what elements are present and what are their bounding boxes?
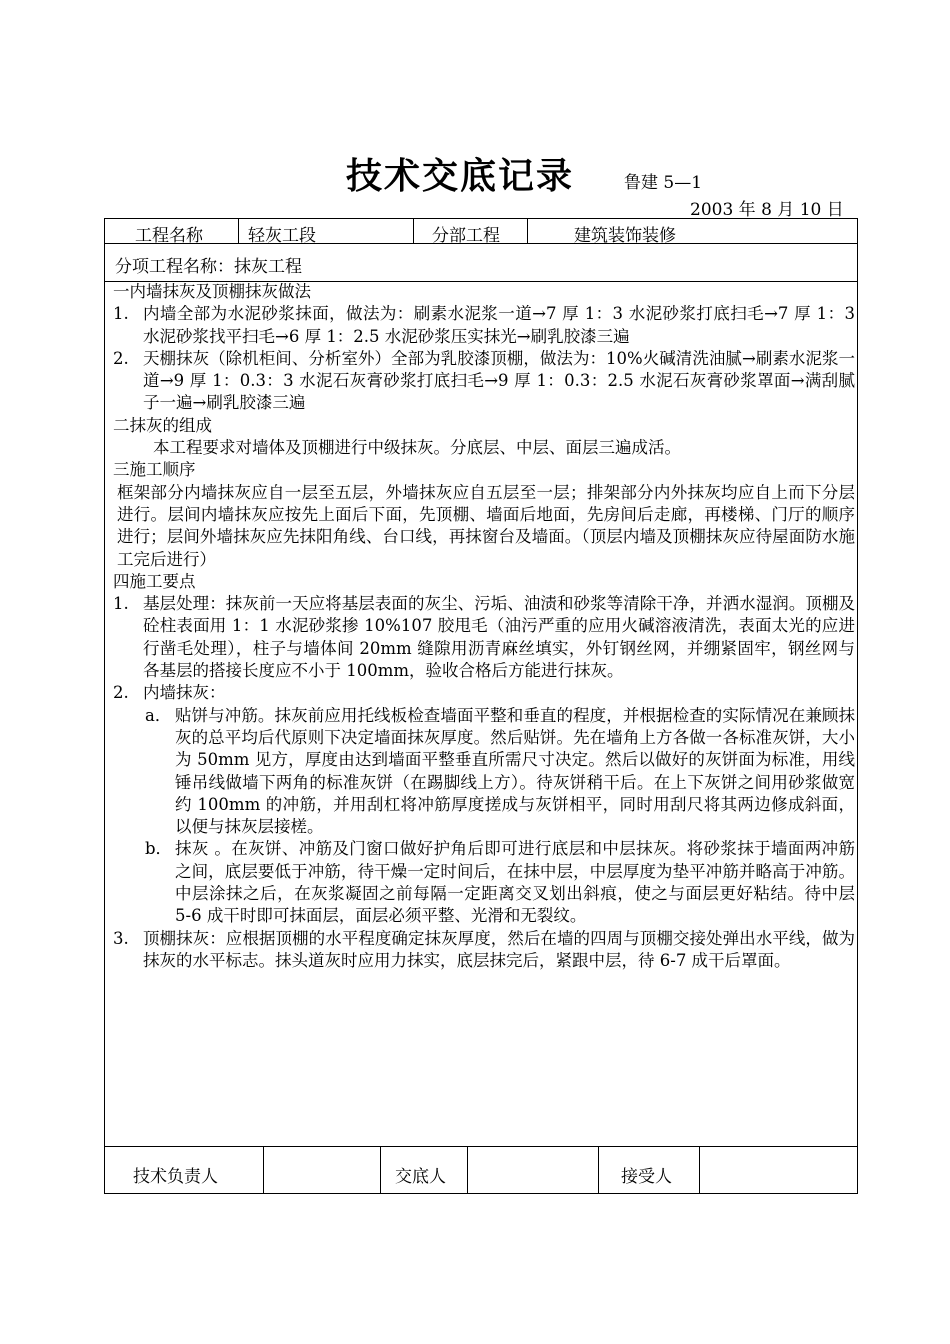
- list-text: 天棚抹灰（除机柜间、分析室外）全部为乳胶漆顶棚，做法为：10%火碱清洗油腻→刷素水泥浆一道→9 厚 1：0.3：3 水泥石灰膏砂浆打底扫毛→9 厚 1：0.3：2.5 水泥石灰膏砂浆罩面→满刮腻子一遍→刷乳胶漆三遍: [143, 348, 855, 413]
- list-text: 内墙抹灰：: [143, 683, 226, 703]
- content-body: [113, 281, 855, 972]
- sub-list-text: 抹灰 。在灰饼、冲筋及门窗口做好护角后即可进行底层和中层抹灰。将砂浆抹于墙面两冲筋之间，底层要低于冲筋，待干燥一定时间后，在抹中层，中层厚度为垫平冲筋并略高于冲筋。中层涂抹之后，在灰浆凝固之前每隔一定距离交叉划出斜痕，使之与面层更好粘结。待中层 5-6 成干时即可抹面层，面层必须平整、光滑和无裂纹。: [175, 839, 855, 926]
- paragraph: 框架部分内墙抹灰应自一层至五层，外墙抹灰应自五层至一层；排架部分内外抹灰均应自上而下分层进行。层间内墙抹灰应按先上面后下面，先顶棚、墙面后地面，先房间后走廊，再楼梯、门厅的顺序进行；层间外墙抹灰应先抹阳角线、台口线，再抹窗台及墙面。（顶层内墙及顶棚抹灰应待屋面防水施工完后进行）: [117, 482, 855, 569]
- project-name-label: 工程名称: [135, 226, 203, 246]
- col-divider: [238, 219, 239, 243]
- section-heading: 四施工要点: [113, 571, 196, 591]
- list-text: 基层处理：抹灰前一天应将基层表面的灰尘、污垢、油渍和砂浆等清除干净，并洒水湿润。顶棚及砼柱表面用 1：1 水泥砂浆掺 10%107 胶甩毛（油污严重的应用火碱溶液清洗，表面太光的应进行凿毛处理），柱子与墙体间 20mm 缝隙用沥青麻丝填实，外钉钢丝网，并绷紧固牢，钢丝网与各基层的搭接长度应不小于 100mm，验收合格后方能进行抹灰。: [143, 594, 855, 681]
- list-number: 2.: [113, 683, 129, 703]
- list-item: [113, 303, 855, 348]
- row-divider: [105, 1146, 857, 1147]
- section-heading: 一内墙抹灰及顶棚抹灰做法: [113, 282, 311, 301]
- list-item: [113, 348, 855, 415]
- paragraph: 本工程要求对墙体及顶棚进行中级抹灰。分底层、中层、面层三遍成活。: [153, 438, 681, 458]
- sub-list-item: [113, 705, 855, 839]
- sub-list-letter: a．: [145, 705, 172, 725]
- division-value: 建筑装饰装修: [574, 226, 676, 246]
- col-divider: [527, 219, 528, 243]
- page-title: 技术交底记录: [346, 156, 575, 197]
- col-divider: [380, 1146, 381, 1194]
- list-number: 1.: [113, 594, 129, 614]
- sub-list-letter: b．: [145, 839, 173, 859]
- project-name-value: 轻灰工段: [248, 226, 316, 246]
- sub-list-text: 贴饼与冲筋。抹灰前应用托线板检查墙面平整和垂直的程度，并根据检查的实际情况在兼顾抹灰的总平均后代原则下决定墙面抹灰厚度。然后贴饼。先在墙角上方各做一各标准灰饼，大小为 50mm 见方，厚度由达到墙面平整垂直所需尺寸决定。然后以做好的灰饼面为标准，用线锤吊线做墙下两角的标准灰饼（在踢脚线上方）。待灰饼稍干后。在上下灰饼之间用砂浆做宽约 100mm 的冲筋，并用刮杠将冲筋厚度搓成与灰饼相平，同时用刮尺将其两边修成斜面，以便与抹灰层接槎。: [175, 705, 855, 837]
- col-divider: [699, 1146, 700, 1194]
- col-divider: [598, 1146, 599, 1194]
- section-heading: 二抹灰的组成: [113, 415, 212, 435]
- record-date: 2003 年 8 月 10 日: [690, 200, 844, 220]
- sub-list-item: [113, 838, 855, 927]
- list-text: 内墙全部为水泥砂浆抹面，做法为：刷素水泥浆一道→7 厚 1：3 水泥砂浆打底扫毛→7 厚 1：3 水泥砂浆找平扫毛→6 厚 1：2.5 水泥砂浆压实抹光→刷乳胶漆三遍: [143, 304, 855, 346]
- list-number: 1.: [113, 304, 129, 324]
- col-divider: [263, 1146, 264, 1194]
- col-divider: [467, 1146, 468, 1194]
- list-number: 2.: [113, 348, 129, 368]
- section-heading: 三施工顺序: [113, 460, 196, 480]
- receiver-label: 接受人: [621, 1167, 672, 1187]
- tech-lead-label: 技术负责人: [133, 1167, 218, 1187]
- discloser-label: 交底人: [395, 1167, 446, 1187]
- list-item: [113, 682, 855, 704]
- sub-project-name: 分项工程名称：抹灰工程: [115, 257, 302, 277]
- title-row: [0, 148, 950, 196]
- list-number: 3.: [113, 928, 129, 948]
- col-divider: [413, 219, 414, 243]
- list-item: [113, 593, 855, 682]
- form-code: 鲁建 5—1: [624, 173, 703, 193]
- division-label: 分部工程: [432, 226, 500, 246]
- list-text: 顶棚抹灰：应根据顶棚的水平程度确定抹灰厚度，然后在墙的四周与顶棚交接处弹出水平线，做为抹灰的水平标志。抹头道灰时应用力抹实，底层抹完后，紧跟中层，待 6-7 成干后罩面。: [143, 928, 855, 970]
- list-item: [113, 928, 855, 973]
- record-table: [104, 218, 858, 1194]
